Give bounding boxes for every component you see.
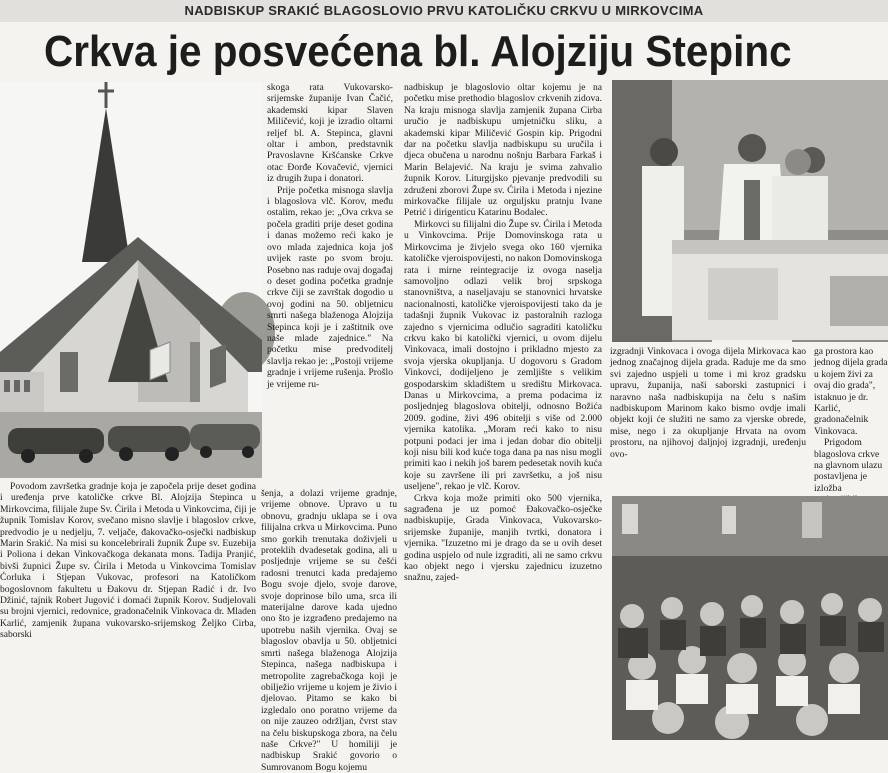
article-column-2-top bbox=[267, 82, 393, 482]
column-3-paragraph-2: Mirkovci su filijalni dio Župe sv. Ćirila i Metoda u Vinkovcima. Prije Domovinskoga rata u Mirkovcima je živjelo svega oko 160 vjernika katoličke vjeroispovijesti, no nakon Domovinskoga rata i mirne reintegracije iz ovoga naselja samovoljno odlazi velik broj srpskoga stanovništva, a naseljavaju se stanovnici hrvatske nacionalnosti, katoličke vjeroispovijesti tako da je tadašnji župnik Vukovac iz pastoralnih razloga zajedno s vjernicima odlučio sagraditi katoličku crkvu kako bi katolički vjernici, u ovom dijelu Vinkovaca, imali dostojno i prikladno mjesto za svoja vjerska okupljanja. U dogovoru s Gradom Vinkovci, dodijeljeno je zemljište s velikim gospodarskim skladištem u središtu Mirkovaca. Danas u Mirkovcima, a prema podacima iz posljednjeg blagoslova obitelji, odnosno Božića 2009. godine, živi 496 obitelji s više od 2.000 vjernika katolika. „Moram reći kako to nisu potpuni podaci jer ima i jedan dobar dio obitelji koji nisu bili kod kuće toga dana pa nas nisu mogli primiti kao i nekih još barem pedesetak novih kuća koje su završene ili pri završetku, a još nisu useljene", rekao je vlč. Korov. bbox=[404, 218, 602, 493]
article-column-5 bbox=[814, 346, 888, 494]
kicker-line: NADBISKUP SRAKIĆ BLAGOSLOVIO PRVU KATOLIČKU CRKVU U MIRKOVCIMA bbox=[0, 0, 888, 22]
church-illustration bbox=[0, 82, 262, 478]
congregation-photo bbox=[612, 496, 888, 740]
column-2-paragraph-2: Prije početka misnoga slavlja i blagoslova vlč. Korov, među ostalim, rekao je: „Ova crkva se počela graditi prije deset godina i danas možemo reći kako je ovo mlada zajednica koja još uvijek raste po svom broju. Posebno nas raduje ovaj događaj o deset godina početka gradnje crkve čiji se završtak dogodio u ovoj godini na 50. obljetnicu smrti našega blaženoga Alojzija Stepinca koji je i zaštitnik ove naše mlade zajednice." Na početku mise predvoditelj slavlja rekao je: „Postoji vrijeme gradnje i vrijeme rušenja. Prošlo je vrijeme ru- bbox=[267, 184, 393, 390]
article-column-3 bbox=[404, 82, 602, 740]
article-column-4 bbox=[610, 346, 806, 494]
congregation-illustration bbox=[612, 496, 888, 740]
column-5-paragraph-2: Prigodom blagoslova crkve na glavnom ulazu postavljena je izložba bbox=[814, 437, 883, 494]
lead-paragraph: Povodom završetka gradnje koja je započela prije deset godina i uređenja prve katoličke crkve Bl. Alojzija Stepinca u Mirkovcima, filijale župe Sv. Ćirila i Metoda u Vinkovcima, čiji je župnik Tomislav Korov, svečano misno slavlje i blagoslov crkve, predvodio je u nedjelju, 7. veljače, đakovačko-osječki nadbiskup Marin Srakić. Na misi su koncelebrirali župnik Župe sv. Euzebija i Poliona i dekan Vinkovačkoga dekanata mons. Tadija Pranjić, bivši župnici Župe sv. Ćirila i Metoda u Vinkovcima Tomislav Ćorluka i Stjepan Vukovac, profesori na Katoličkom bogoslovnom fakultetu u Đakovu dr. Stjepan Radić i dr. Ivo Džinić, tajnik Robert Jugović i domaći župnik Korov. Sudjelovali su brojni vjernici, redovnice, gradonačelnik Vinkovaca dr. Mladen Karlić, zamjenik župana vukovarsko-srijemskog Željko Cirba, saborski bbox=[0, 481, 256, 641]
altar-photo bbox=[612, 80, 888, 342]
column-2-paragraph-1: skoga rata Vukovarsko-srijemske županije Ivan Čačić, akademski kipar Slaven Miličević, koji je izradio oltarni reljef bl. A. Stepinca, glavni oltar i ambon, predstavnik Pravoslavne Kršćanske Crkve otac Đorđe Kovačević, vjernici iz drugih župa i donatori. bbox=[267, 82, 393, 185]
church-photo bbox=[0, 82, 262, 478]
headline: Crkva je posvećena bl. Alojziju Stepinc bbox=[44, 27, 792, 76]
article-column-2-bottom bbox=[261, 488, 397, 773]
column-3-paragraph-3: Crkva koja može primiti oko 500 vjernika, sagrađena je uz pomoć Đakovačko-osječke nadbiskupije, Grada Vinkovaca, Vukovarsko-srijemske županije, manjih tvrtki, donatora i vjernika. "Izuzetno mi je drago da se u ovih deset godina uspjelo od nule izgraditi, ali ne samo crkvu kao objekt nego i vjersku zajednicu izuzetno snažnu, zajed- bbox=[404, 492, 602, 584]
article-column-1 bbox=[0, 481, 256, 740]
altar-illustration bbox=[612, 80, 888, 342]
column-5-paragraph-1: ga prostora kao jednog dijela grada u kojem živi za ovaj dio grada", istaknuo je dr. Karlić, gradonačelnik Vinkovaca. bbox=[814, 346, 888, 437]
column-4-paragraph: izgradnji Vinkovaca i ovoga dijela Mirkovaca kao jednog značajnog dijela grada. Raduje me da smo svi zajedno uspjeli u tome i mi kroz gradsku upravu, županija, naši saborski zastupnici i naravno naša nadbiskupija na čelu s našim nadbiskupom Marinom kako bismo ovdje imali objekt koji će služiti ne samo za vjerske obrede, mise, nego i za okupljanje Hrvata na ovom prostoru, na njihovoj daljnjoj izgradnji, uređenju ovo- bbox=[610, 346, 806, 460]
column-2-paragraph-3: šenja, a dolazi vrijeme gradnje, vrijeme obnove. Upravo u tu obnovu, gradnju uklapa se i ova filijalna crkva u Mirkovcima. Puno smo gorkih trenutaka doživjeli u proteklih dvadesetak godina, ali u posljednje vrijeme se su češći radosni trenutci kada predajemo Bogu svoje djelo, svoje darove, svoje doprinose bilo uma, srca ili materijalne darove kada ujedno ono što je izgrađeno predajemo na upotrebu naših vjernika. Ovaj se blagoslov obavlja u 50. obljetnici smrti našega blaženoga Alojzija Stepinca, našega nadbiskupa i metropolite zagrebačkoga koji je obilježio vrijeme u kojem je živio i djelovao. Pitamo se kako bi izgledalo ono poratno vrijeme da on nije zauzeo održljan, čvrst stav na čelu biskupskoga zbora, na čelu naše Crkve?" U homiliji je nadbiskup Srakić govorio o Sumrovanom Bogu kojemu bbox=[261, 488, 397, 773]
column-3-paragraph-1: nadbiskup je blagoslovio oltar kojemu je na početku mise prethodio blagoslov crkvenih zidova. Na kraju misnoga slavlja zamjenik župana Cirba uručio je nadbiskupu umjetničku sliku, a akademski kipar Miličević Gospin kip. Prigodni dar na početku slavlja nadbiskupu su uručila i djeca obučena u narodnu nošnju Barbara Farkaš i Marin Belajević. Na kraju je svima zahvalio župnik Korov. Liturgijsko pjevanje predvodili su združeni zborovi Župe sv. Ćirila i Metoda i njezine mirkovačke filijale uz orguljsku pratnju Ivane Petrić i dirigenticu Katarinu Bodalec. bbox=[404, 82, 602, 219]
